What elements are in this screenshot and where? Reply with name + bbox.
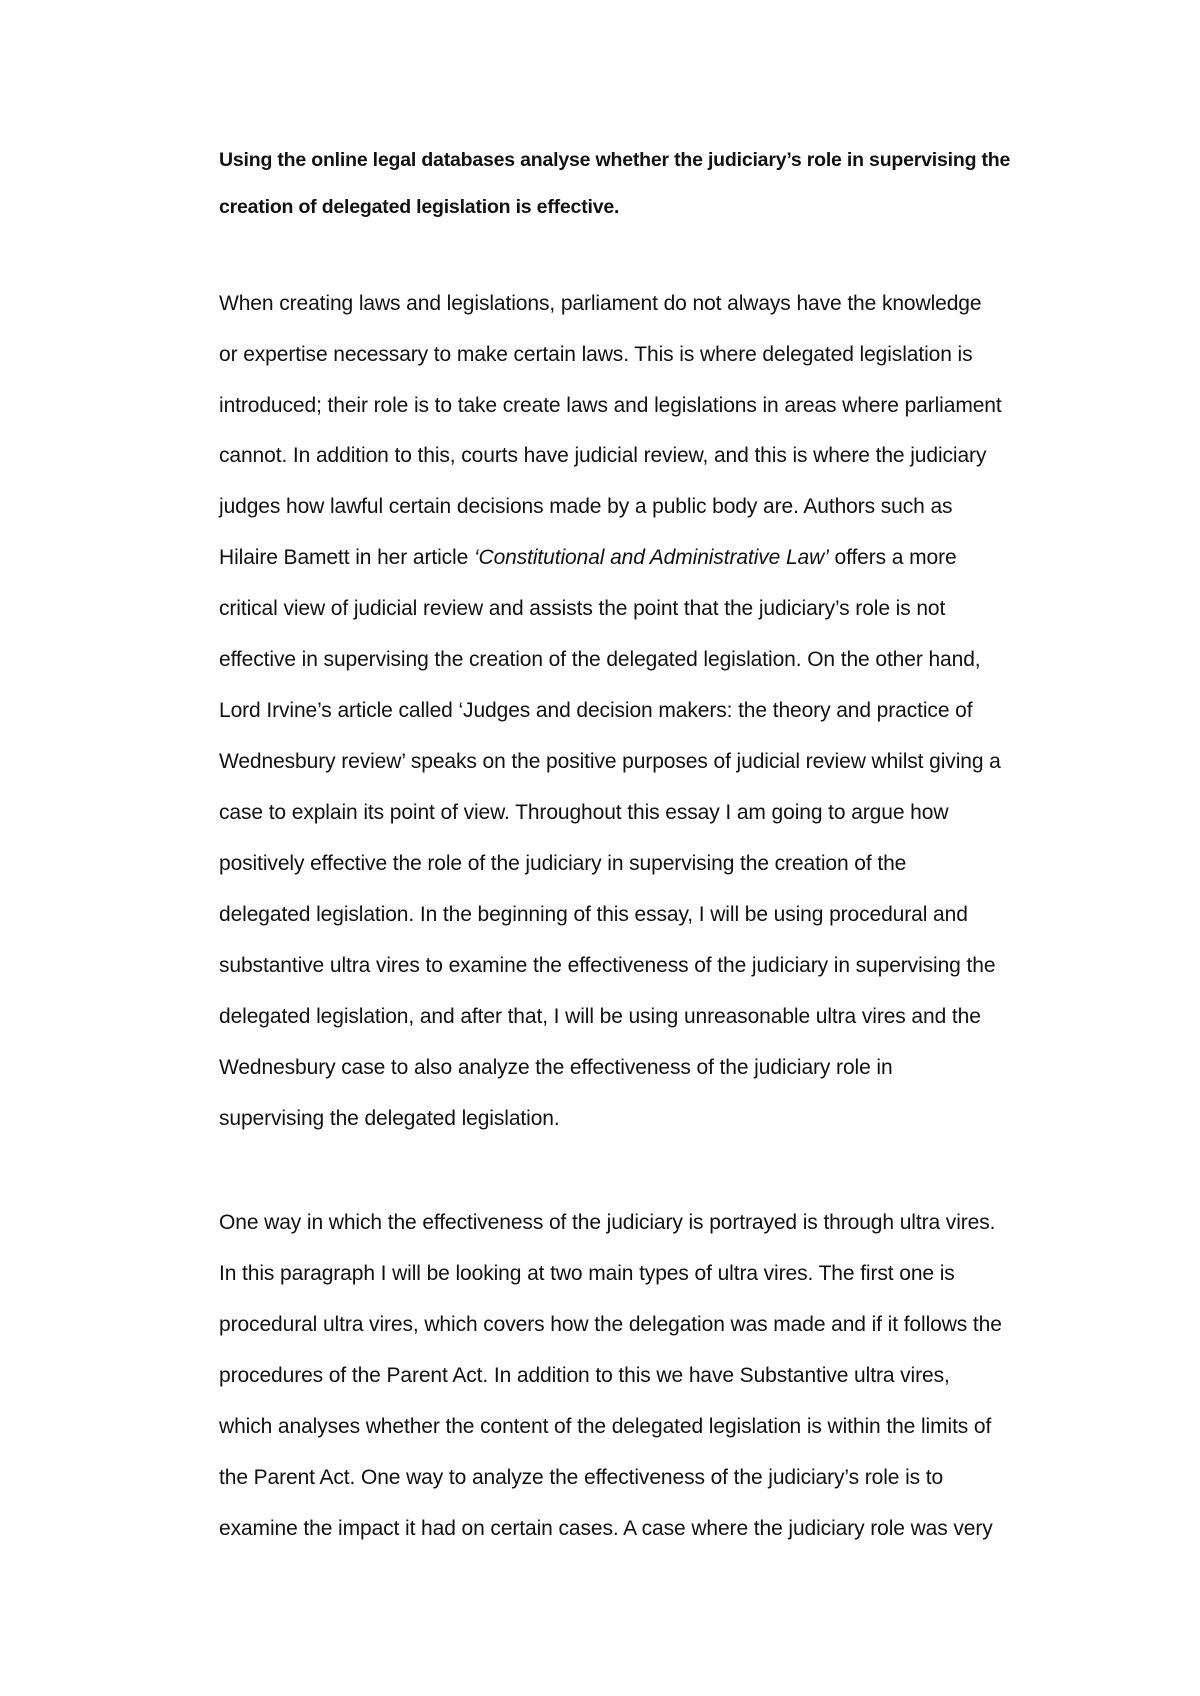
text-line: the Parent Act. One way to analyze the effectiveness of the judiciary’s role is to — [219, 1466, 944, 1489]
article-title-italic: ‘Constitutional and Administrative Law’ — [473, 546, 829, 569]
text-line: which analyses whether the content of the delegated legislation is within the limits of — [219, 1415, 992, 1438]
text-line: critical view of judicial review and assists the point that the judiciary’s role is not — [219, 597, 946, 620]
text-run: Hilaire Bamett in her article — [219, 546, 474, 569]
text-line: Lord Irvine’s article called ‘Judges and decision makers: the theory and practice of — [219, 699, 973, 722]
text-line: procedures of the Parent Act. In addition to this we have Substantive ultra vires, — [219, 1364, 950, 1387]
text-line: delegated legislation. In the beginning of this essay, I will be using procedural and — [219, 903, 968, 926]
text-line: When creating laws and legislations, parliament do not always have the knowledge — [219, 292, 982, 315]
text-line: substantive ultra vires to examine the effectiveness of the judiciary in supervising the — [219, 954, 996, 977]
text-line: case to explain its point of view. Throughout this essay I am going to argue how — [219, 801, 949, 824]
text-line: procedural ultra vires, which covers how the delegation was made and if it follows the — [219, 1313, 1002, 1336]
text-line — [219, 544, 957, 572]
text-run: offers a more — [828, 546, 957, 569]
text-line: supervising the delegated legislation. — [219, 1107, 560, 1130]
text-line: or expertise necessary to make certain laws. This is where delegated legislation is — [219, 343, 973, 366]
text-line: introduced; their role is to take create laws and legislations in areas where parliament — [219, 394, 1002, 417]
text-line: judges how lawful certain decisions made by a public body are. Authors such as — [219, 495, 953, 518]
title-line: Using the online legal databases analyse whether the judiciary’s role in supervising the — [219, 149, 1011, 171]
text-line: delegated legislation, and after that, I will be using unreasonable ultra vires and the — [219, 1005, 981, 1028]
text-line: examine the impact it had on certain cases. A case where the judiciary role was very — [219, 1517, 993, 1540]
text-line: In this paragraph I will be looking at two main types of ultra vires. The first one is — [219, 1262, 955, 1285]
text-line: cannot. In addition to this, courts have judicial review, and this is where the judiciary — [219, 444, 987, 467]
text-line: One way in which the effectiveness of the judiciary is portrayed is through ultra vires. — [219, 1211, 996, 1234]
text-line: Wednesbury case to also analyze the effectiveness of the judiciary role in — [219, 1056, 893, 1079]
title-line: creation of delegated legislation is effective. — [219, 196, 620, 218]
text-line: effective in supervising the creation of the delegated legislation. On the other hand, — [219, 648, 981, 671]
text-line: Wednesbury review’ speaks on the positive purposes of judicial review whilst giving a — [219, 750, 1001, 773]
text-line: positively effective the role of the judiciary in supervising the creation of the — [219, 852, 907, 875]
